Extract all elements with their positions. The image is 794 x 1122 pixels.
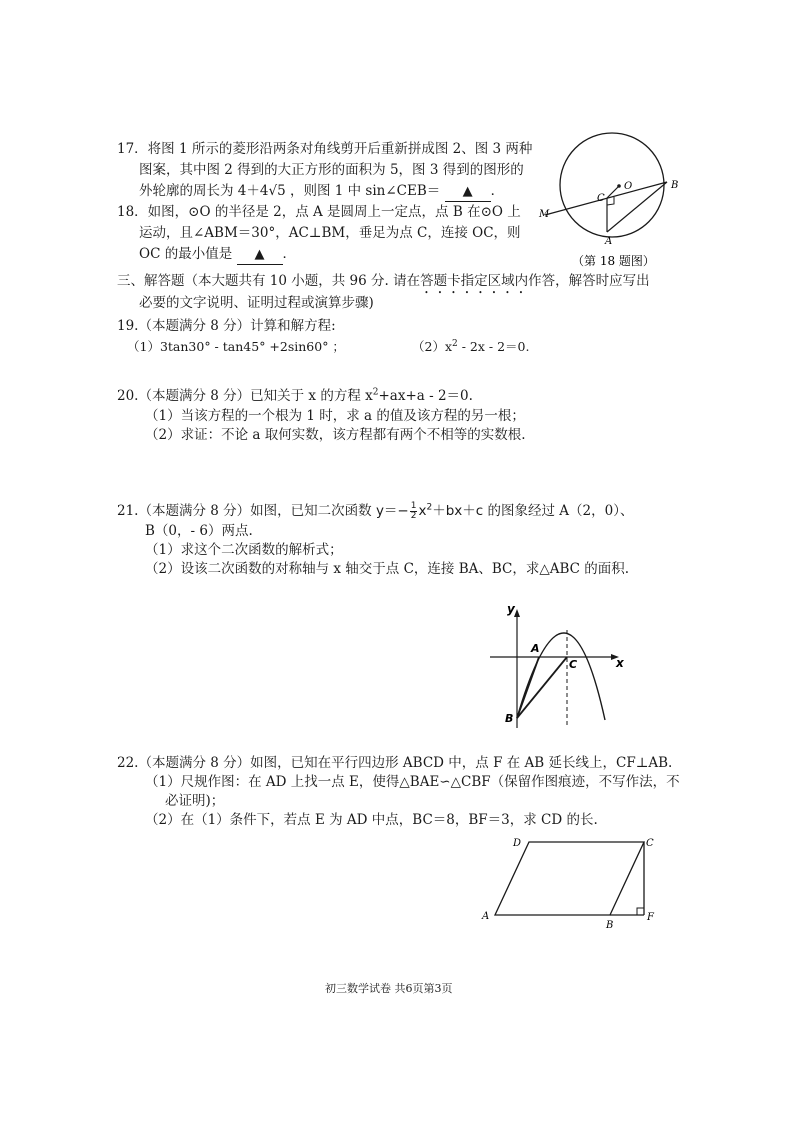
label-b: B <box>671 180 679 191</box>
q22-part-2: （2）在（1）条件下，若点 E 为 AD 中点，BC＝8，BF＝3，求 CD 的长. <box>145 812 598 828</box>
q17-text-b: ，则图 1 中 sin∠CEB＝ <box>289 183 441 199</box>
q20-head-a: 20.（本题满分 8 分）已知关于 x 的方程 x <box>117 388 373 404</box>
q21-parabola-figure <box>486 600 636 735</box>
label-a: A <box>605 236 613 247</box>
figure-caption: （第 18 题图） <box>572 254 655 268</box>
q21-expr-sup: 2 <box>426 502 433 513</box>
section-3-line-2: 必要的文字说明、证明过程或演算步骤) <box>139 295 374 311</box>
q19-heading: 19.（本题满分 8 分）计算和解方程: <box>117 318 336 334</box>
label-o: O <box>624 181 633 192</box>
q18-line-3 <box>139 245 296 265</box>
label-b: B <box>606 920 614 931</box>
q18-end: ． <box>282 246 296 262</box>
q21-head-a: 21.（本题满分 8 分）如图，已知二次函数 <box>117 503 372 519</box>
page-footer: 初三数学试卷 共6页第3页 <box>325 982 453 995</box>
segment-ba <box>517 657 539 718</box>
q19-part-1: （1）3tan30° - tan45° +2sin60° ； <box>127 339 345 354</box>
q17-answer-blank <box>445 182 491 202</box>
circle-o <box>560 133 664 237</box>
parallelogram-abcd <box>495 842 644 915</box>
q17-text-a: 外轮廓的周长为 <box>139 183 234 199</box>
label-b: B <box>505 712 514 725</box>
label-m: M <box>539 209 550 220</box>
y-axis-arrow <box>514 609 520 617</box>
q21-expr-a: y＝− <box>375 503 409 519</box>
point-o <box>617 184 621 188</box>
label-f: F <box>647 912 654 923</box>
q18-answer-blank <box>237 245 283 265</box>
label-c: C <box>597 193 605 204</box>
segment-bc <box>517 657 567 718</box>
section-3-emphasis: 答题卡指定区域内 <box>420 273 529 289</box>
q17-line-2: 图案，其中图 2 得到的大正方形的面积为 5，图 3 得到的图形的 <box>139 162 524 178</box>
q21-frac-num: 1 <box>410 500 417 511</box>
q18-line-2: 运动，且∠ABM＝30°，AC⊥BM，垂足为点 C，连接 OC，则 <box>139 225 521 241</box>
section-3-text-a: 三、解答题（本大题共有 10 小题，共 96 分. 请在 <box>117 273 421 289</box>
q22-parallelogram-figure <box>478 832 668 932</box>
q21-part-1: （1）求这个二次函数的解析式； <box>145 542 343 558</box>
q21-expr-c: ＋bx＋c <box>432 503 484 519</box>
q17-end: ． <box>490 183 505 199</box>
q22-part-1-line-2: 必证明)； <box>165 793 225 809</box>
q22-part-1-line-1: （1）尺规作图：在 AD 上找一点 E，使得△BAE∽△CBF（保留作图痕迹，不写作法，不 <box>145 774 680 790</box>
section-3-text-b: 作答，解答时应写出 <box>528 273 650 289</box>
label-a: A <box>482 911 490 922</box>
q19-p2-a: （2）x <box>412 339 453 354</box>
q17-line-1: 17．将图 1 所示的菱形沿两条对角线剪开后重新拼成图 2、图 3 两种 <box>117 141 533 157</box>
line-mb <box>545 182 667 215</box>
q18-circle-figure <box>535 130 695 270</box>
q21-head-b: 的图象经过 A（2，0）、 <box>487 503 634 519</box>
q19-p2-sup: 2 <box>452 338 458 349</box>
q20-part-1: （1）当该方程的一个根为 1 时，求 a 的值及该方程的另一根； <box>145 408 525 424</box>
q17-line-3 <box>139 182 504 202</box>
q21-frac-den: 2 <box>410 510 417 521</box>
q20-part-2: （2）求证：不论 a 取何实数，该方程都有两个不相等的实数根. <box>145 427 526 443</box>
q21-line-2: B（0，- 6）两点. <box>145 523 253 539</box>
q21-function-expr <box>375 500 484 521</box>
label-c: C <box>569 658 578 671</box>
label-y: y <box>507 602 515 616</box>
answer-triangle-icon: ▲ <box>254 247 265 262</box>
label-c: C <box>646 838 654 849</box>
right-angle-mark <box>637 908 644 915</box>
q18-text-a: OC 的最小值是 <box>139 246 233 262</box>
q20-head-sup: 2 <box>372 387 379 398</box>
label-d: D <box>513 838 522 849</box>
answer-triangle-icon: ▲ <box>462 184 473 199</box>
q21-fraction <box>410 502 418 521</box>
q20-heading <box>117 387 473 405</box>
q21-heading <box>117 500 633 522</box>
q22-heading: 22.（本题满分 8 分）如图，已知在平行四边形 ABCD 中，点 F 在 AB 延长线上，CF⊥AB. <box>117 755 673 771</box>
q19-p2-b: - 2x - 2＝0. <box>457 339 530 354</box>
q21-expr-b: x <box>418 503 427 519</box>
q19-part-2 <box>412 338 529 356</box>
q20-head-b: +ax+a - 2＝0. <box>378 388 473 404</box>
q17-perimeter-expr: 4＋4√5 <box>237 183 286 199</box>
label-x: x <box>616 656 624 670</box>
label-a: A <box>531 642 540 655</box>
q18-line-1: 18．如图，⊙O 的半径是 2，点 A 是圆周上一定点，点 B 在⊙O 上 <box>117 204 521 220</box>
q21-part-2: （2）设该二次函数的对称轴与 x 轴交于点 C，连接 BA、BC，求△ABC 的面积. <box>145 561 630 577</box>
